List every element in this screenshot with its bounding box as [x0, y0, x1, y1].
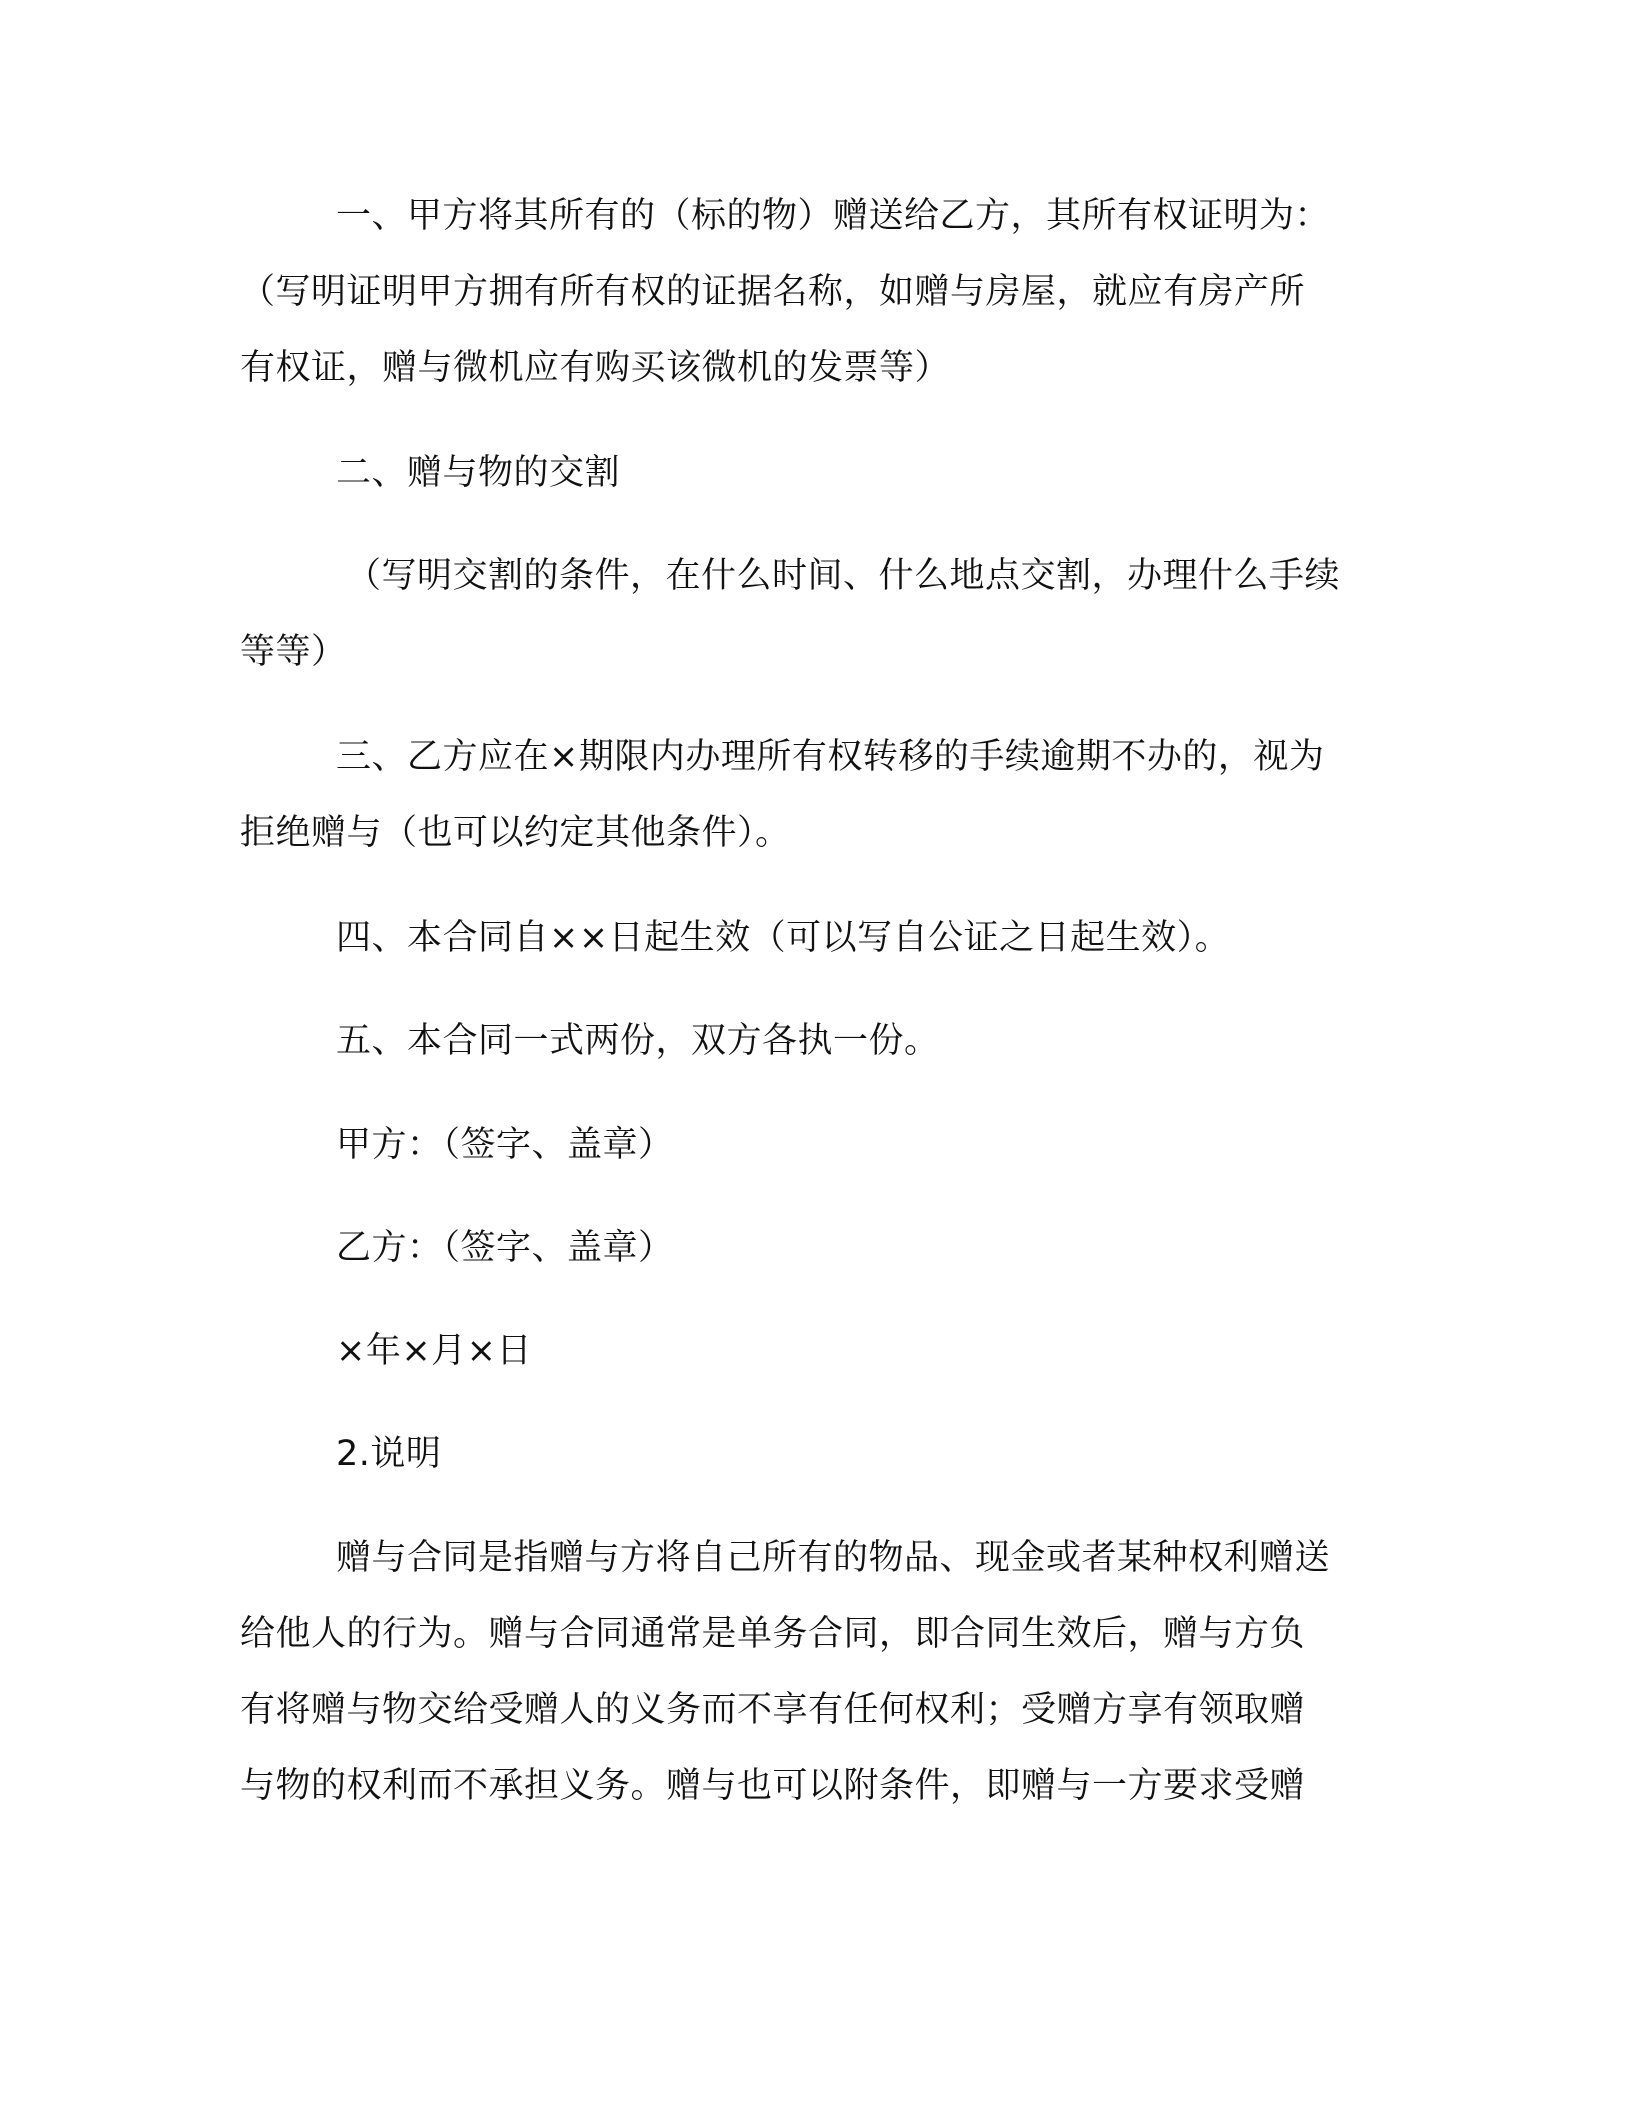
- section-heading: 2.说明: [336, 1434, 442, 1474]
- clause-two-heading: 二、赠与物的交割: [336, 453, 621, 493]
- clause-four: 四、本合同自××日起生效（可以写自公证之日起生效）。: [336, 918, 1231, 958]
- explanation-line-4: 与物的权利而不承担义务。赠与也可以附条件，即赠与一方要求受赠: [240, 1766, 1306, 1806]
- party-a-signature: 甲方：（签字、盖章）: [336, 1125, 674, 1165]
- clause-three-line-1: 三、乙方应在×期限内办理所有权转移的手续逾期不办的，视为: [336, 737, 1325, 777]
- clause-one-line-2: （写明证明甲方拥有所有权的证据名称，如赠与房屋，就应有房产所: [240, 272, 1306, 312]
- clause-one-line-3: 有权证，赠与微机应有购买该微机的发票等）: [240, 348, 951, 388]
- clause-two-detail: [240, 538, 1380, 690]
- clause-two-detail-line-2: 等等）: [240, 632, 347, 672]
- explanation-line-3: 有将赠与物交给受赠人的义务而不享有任何权利；受赠方享有领取赠: [240, 1690, 1306, 1730]
- clause-one: [240, 178, 1380, 406]
- clause-two-detail-line-1: （写明交割的条件，在什么时间、什么地点交割，办理什么手续: [346, 556, 1341, 596]
- clause-three-line-2: 拒绝赠与（也可以约定其他条件）。: [240, 813, 791, 853]
- explanation-paragraph: [240, 1520, 1380, 1824]
- explanation-line-1: 赠与合同是指赠与方将自己所有的物品、现金或者某种权利赠送: [336, 1538, 1331, 1578]
- clause-three: [240, 719, 1380, 871]
- party-b-signature: 乙方：（签字、盖章）: [336, 1228, 674, 1268]
- clause-one-line-1: 一、甲方将其所有的（标的物）赠送给乙方，其所有权证明为：: [336, 196, 1331, 236]
- signing-date: ×年×月×日: [336, 1331, 532, 1371]
- clause-five: 五、本合同一式两份，双方各执一份。: [336, 1021, 940, 1061]
- explanation-line-2: 给他人的行为。赠与合同通常是单务合同，即合同生效后，赠与方负: [240, 1614, 1306, 1654]
